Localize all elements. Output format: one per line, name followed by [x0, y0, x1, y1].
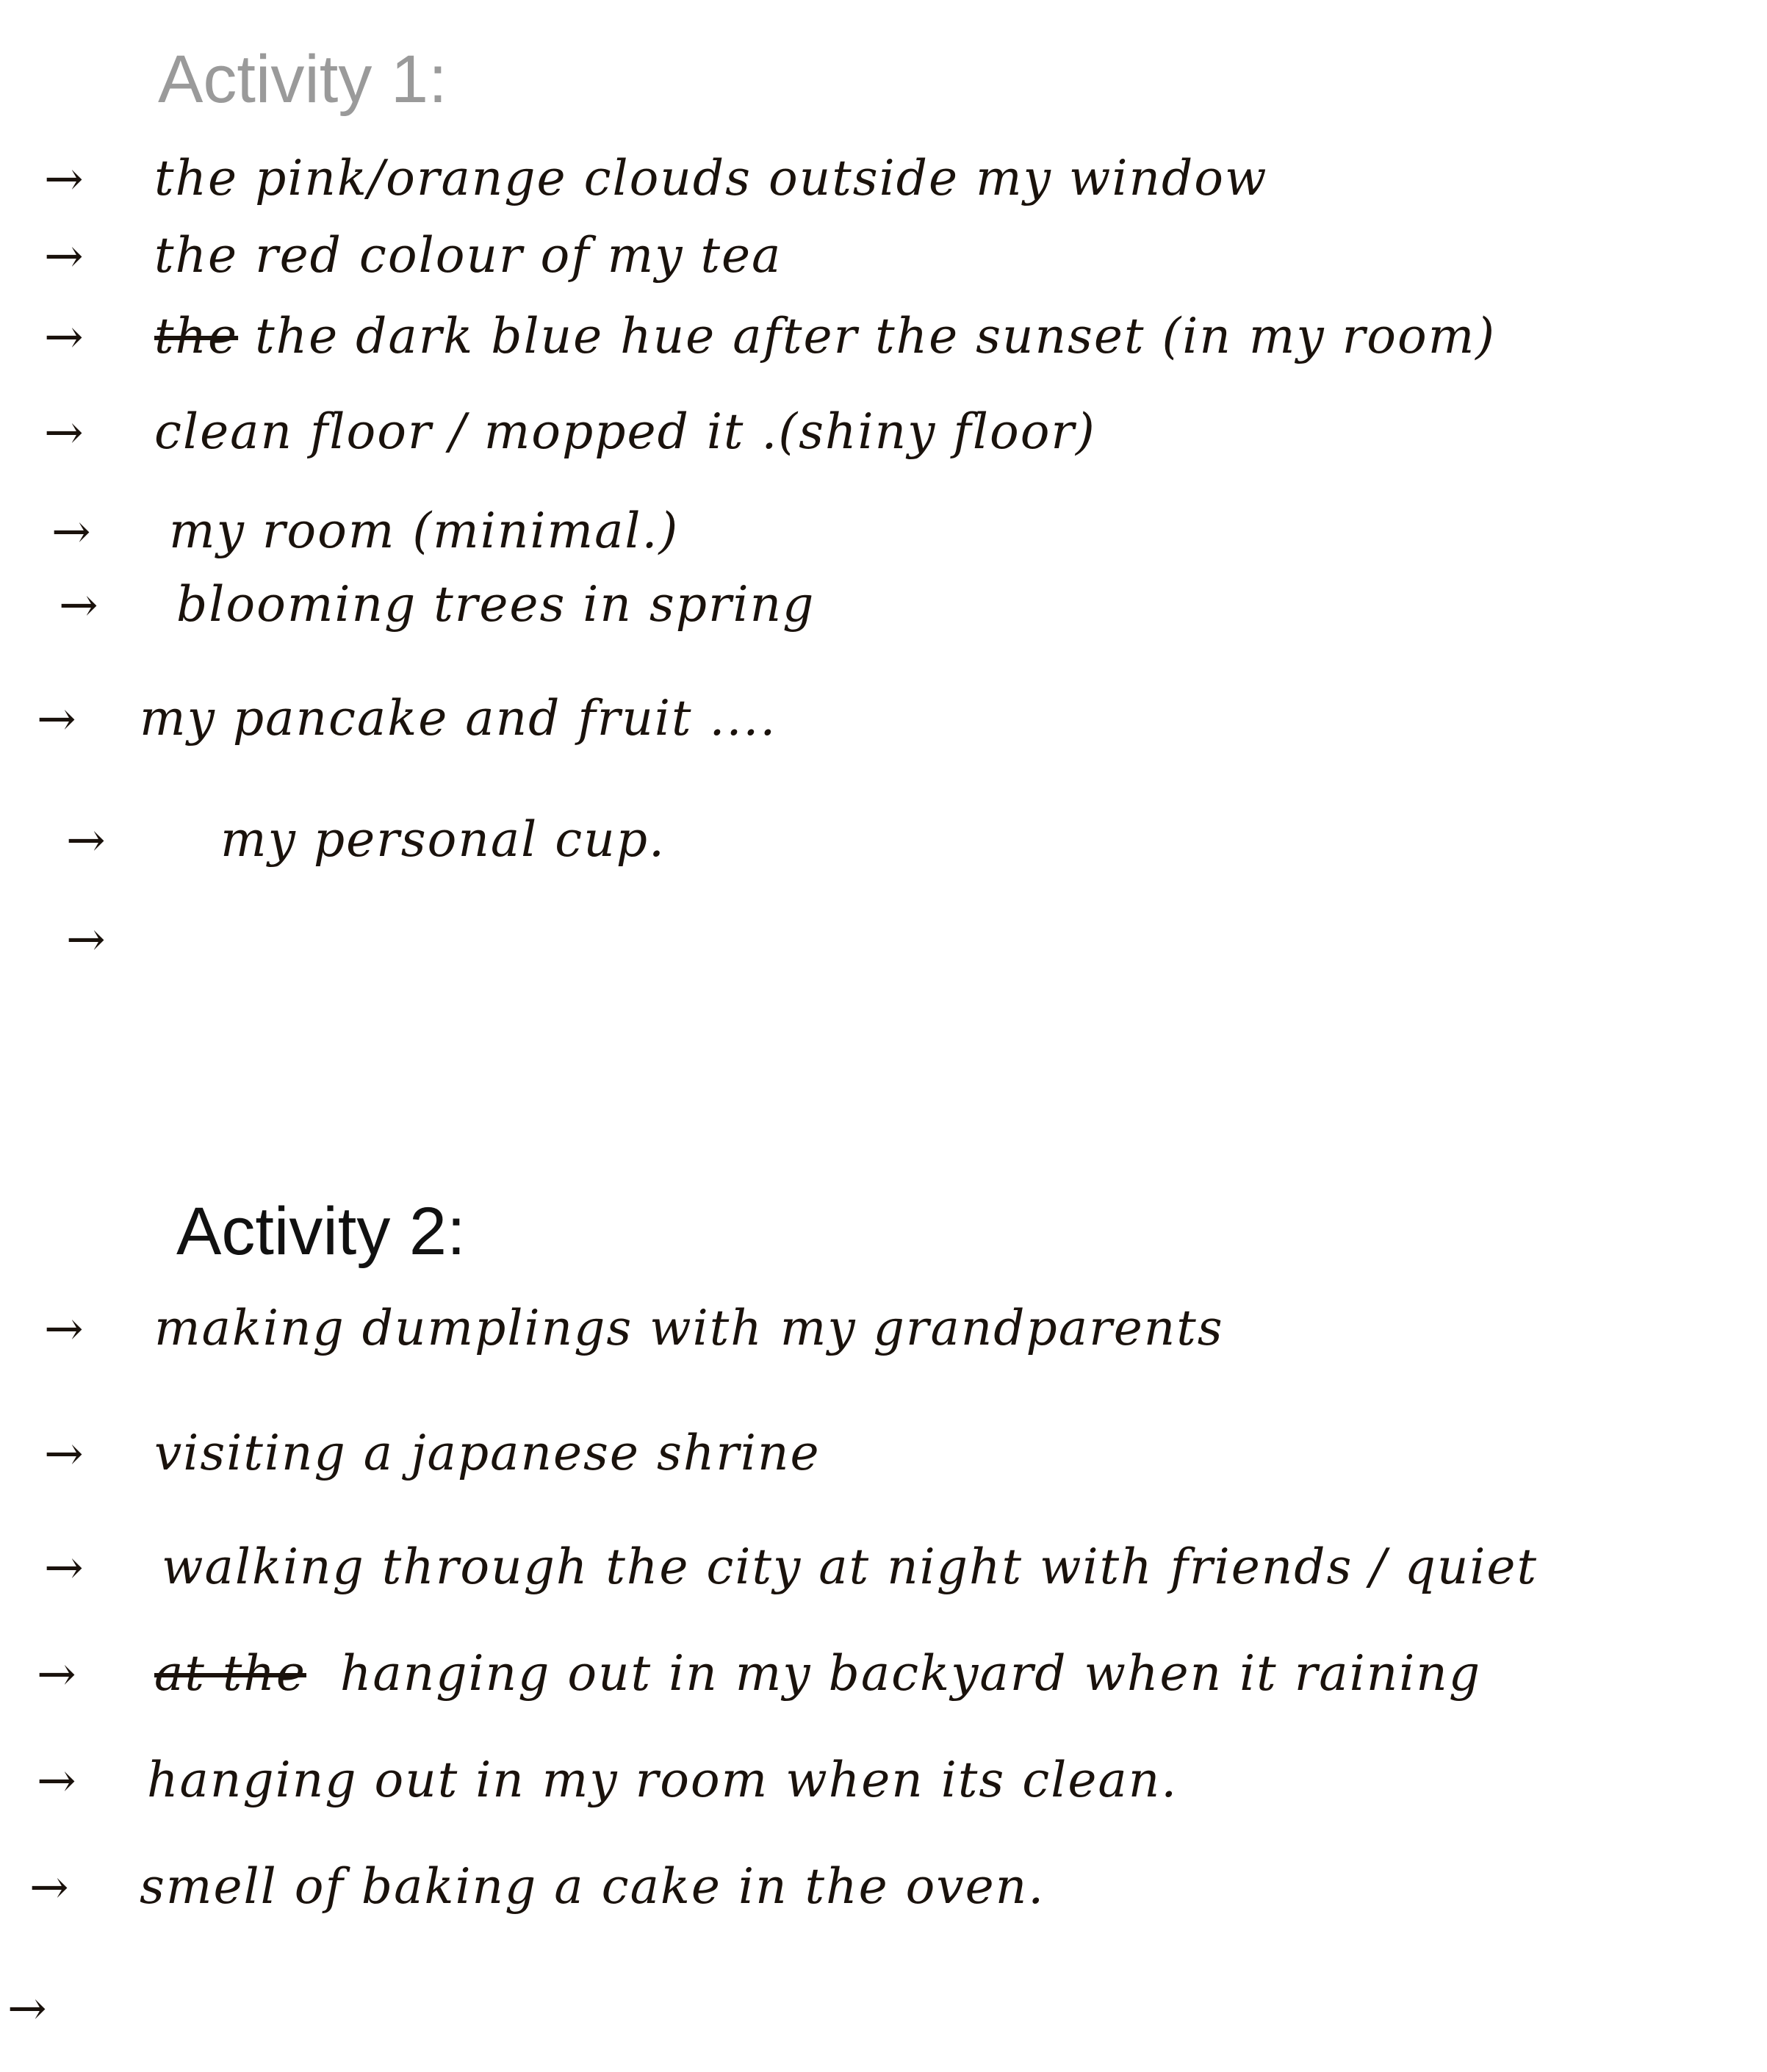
item-text: blooming trees in spring: [176, 576, 816, 633]
item-text: hanging out in my backyard when it raining: [339, 1645, 1482, 1702]
arrow-icon: →: [37, 1647, 78, 1702]
arrow-icon: →: [37, 692, 78, 747]
arrow-icon: →: [66, 913, 107, 967]
activity-2-item: [44, 1300, 1224, 1356]
item-text: visiting a japanese shrine: [154, 1425, 821, 1481]
activity-2-item: [44, 1425, 821, 1481]
activity-2-item: [7, 1982, 118, 2036]
activity-1-heading: Activity 1:: [158, 42, 447, 117]
item-text: the red colour of my tea: [154, 227, 782, 284]
item-text: my pancake and fruit ....: [140, 690, 777, 747]
item-text: making dumplings with my grandparents: [154, 1300, 1224, 1356]
activity-1-item: [44, 150, 1268, 206]
arrow-icon: →: [44, 1427, 85, 1481]
item-text: hanging out in my room when its clean.: [147, 1752, 1178, 1808]
activity-2-heading: Activity 2:: [176, 1194, 466, 1269]
arrow-icon: →: [44, 229, 85, 284]
arrow-icon: →: [66, 813, 107, 868]
activity-1-item: [66, 811, 666, 868]
arrow-icon: →: [44, 406, 85, 460]
item-text: clean floor / mopped it .(shiny floor): [154, 403, 1096, 460]
activity-1-item: [37, 690, 777, 747]
activity-2-item: [37, 1752, 1178, 1808]
item-text: my personal cup.: [220, 811, 666, 868]
arrow-icon: →: [7, 1982, 48, 2036]
activity-1-item: [44, 227, 782, 284]
activity-2-item: [44, 1539, 1539, 1595]
crossed-out-word: the: [154, 308, 239, 364]
arrow-icon: →: [44, 152, 85, 206]
item-text: smell of baking a cake in the oven.: [140, 1858, 1046, 1915]
activity-1-item: [44, 403, 1096, 460]
activity-2-item: [29, 1858, 1046, 1915]
activity-1-item: [59, 576, 816, 633]
item-text: walking through the city at night with friends / quiet: [162, 1539, 1539, 1595]
item-text: the pink/orange clouds outside my window: [154, 150, 1268, 206]
arrow-icon: →: [29, 1860, 71, 1915]
arrow-icon: →: [59, 578, 100, 633]
item-text: the dark blue hue after the sunset (in my room): [255, 308, 1497, 364]
activity-2-item: [37, 1645, 1482, 1702]
activity-1-item: [44, 308, 1497, 364]
arrow-icon: →: [51, 505, 93, 559]
arrow-icon: →: [44, 1302, 85, 1356]
arrow-icon: →: [44, 1541, 85, 1595]
crossed-out-word: at the: [154, 1645, 306, 1702]
activity-1-item: [66, 913, 176, 967]
arrow-icon: →: [44, 310, 85, 364]
activity-1-item: [51, 503, 680, 559]
item-text: my room (minimal.): [169, 503, 680, 559]
arrow-icon: →: [37, 1754, 78, 1808]
